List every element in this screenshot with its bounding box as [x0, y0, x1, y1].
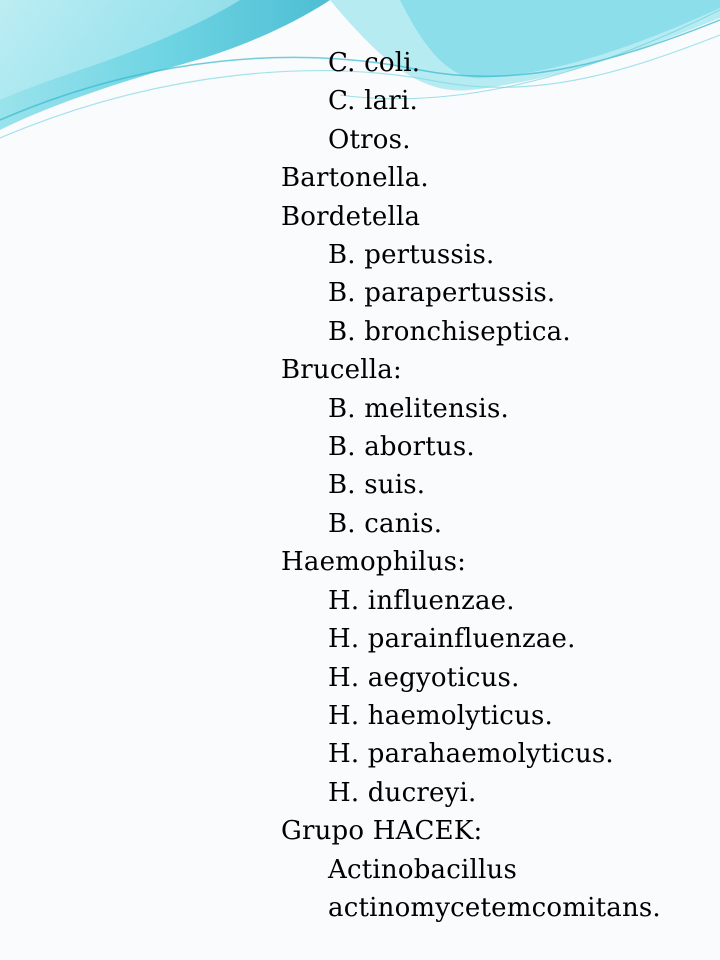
species-item: H. influenzae. [328, 585, 515, 616]
genus-heading: Grupo HACEK: [281, 816, 483, 847]
species-item: C. lari. [328, 86, 418, 117]
species-item: B. pertussis. [328, 240, 495, 271]
species-item: H. ducreyi. [328, 777, 477, 808]
species-item: B. melitensis. [328, 393, 509, 424]
genus-heading: Brucella: [281, 355, 402, 386]
genus-heading: Bordetella [281, 201, 421, 232]
species-item: B. parapertussis. [328, 278, 556, 309]
species-item: C. coli. [328, 48, 421, 78]
species-item: B. canis. [328, 508, 443, 539]
species-item: Otros. [328, 124, 411, 155]
species-item: B. abortus. [328, 432, 475, 463]
species-item: actinomycetemcomitans. [328, 892, 661, 923]
species-item: B. suis. [328, 470, 426, 501]
species-item: H. parainfluenzae. [328, 624, 576, 655]
species-item: Actinobacillus [328, 854, 518, 885]
species-item: H. aegyoticus. [328, 662, 520, 693]
slide-text-list [281, 44, 720, 927]
species-item: H. parahaemolyticus. [328, 739, 614, 770]
genus-heading: Bartonella. [281, 163, 429, 194]
genus-heading: Haemophilus: [281, 547, 467, 578]
species-item: B. bronchiseptica. [328, 316, 571, 347]
species-item: H. haemolyticus. [328, 700, 554, 731]
